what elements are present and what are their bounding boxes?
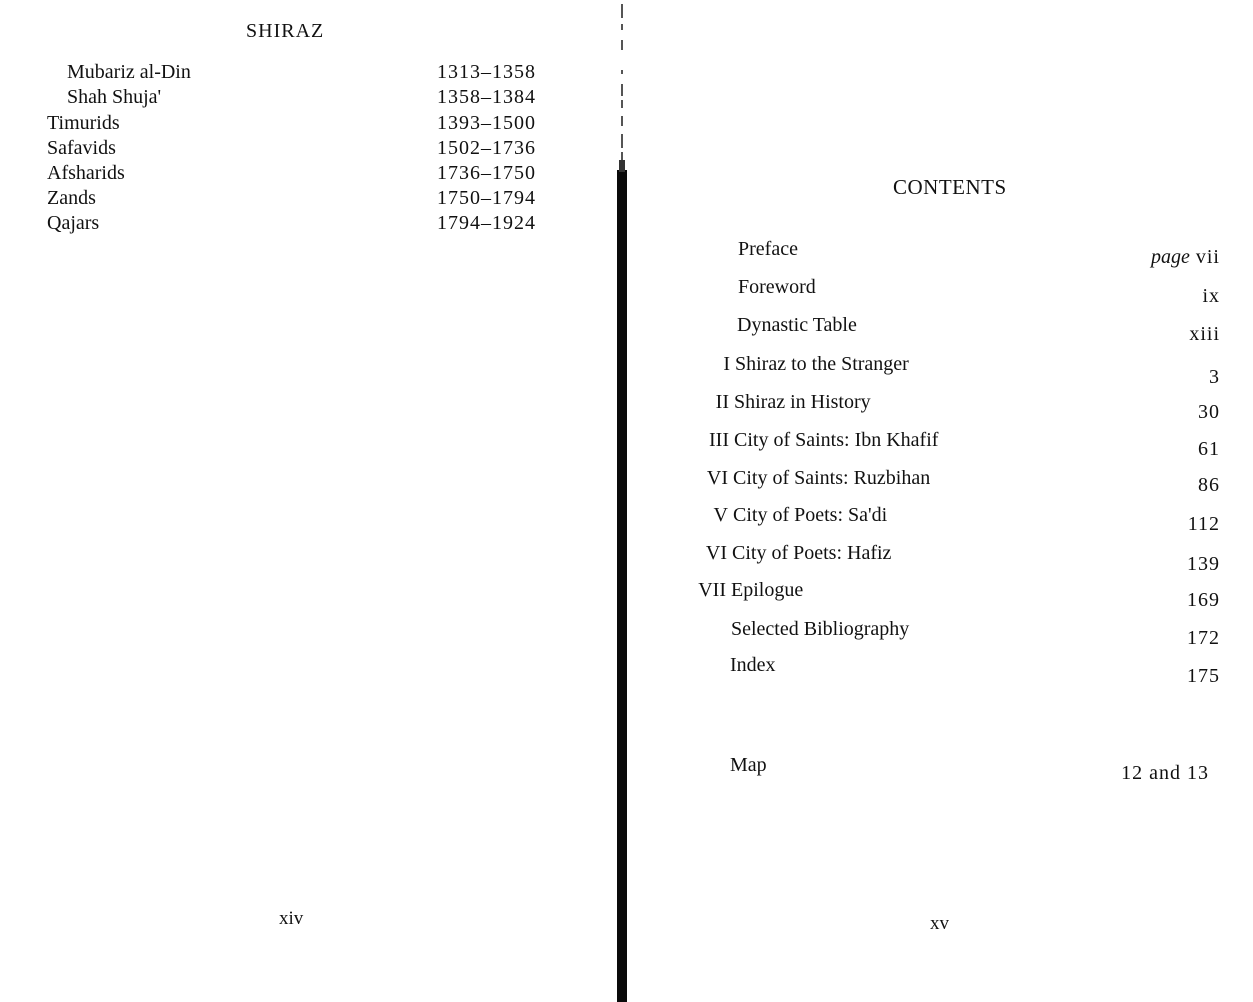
dynasty-row <box>0 212 600 238</box>
chapter-number: I <box>723 353 730 375</box>
page-number: 86 <box>1198 474 1220 496</box>
page-reference <box>1209 366 1220 389</box>
page-reference <box>1187 589 1220 612</box>
chapter-number: VII <box>698 579 726 601</box>
page-number: xiii <box>1189 323 1220 345</box>
chapter-title: Preface <box>738 238 798 260</box>
page-number: 30 <box>1198 401 1220 423</box>
page-number: 169 <box>1187 589 1220 611</box>
chapter-number: II <box>715 391 729 413</box>
dynasty-years: 1393–1500 <box>437 112 536 134</box>
dynasty-row <box>0 162 600 188</box>
right-page <box>632 0 1253 1002</box>
page-reference <box>1202 285 1220 308</box>
chapter-title: Dynastic Table <box>737 314 857 336</box>
page-number: 112 <box>1187 513 1220 535</box>
page-number: ix <box>1202 285 1220 307</box>
page-number: 175 <box>1187 665 1220 687</box>
gutter-shadow <box>621 24 623 30</box>
gutter-shadow <box>621 152 623 160</box>
chapter-title: Epilogue <box>731 579 804 601</box>
book-gutter <box>612 0 632 1002</box>
page-reference <box>1188 513 1220 536</box>
dynasty-years: 1313–1358 <box>437 61 536 83</box>
dynasty-years: 1502–1736 <box>437 137 536 159</box>
chapter-title: Shiraz in History <box>734 391 871 413</box>
page-reference <box>1187 553 1220 576</box>
dynasty-row <box>0 187 600 213</box>
chapter-title: City of Saints: Ibn Khafif <box>734 429 939 451</box>
gutter-shadow <box>621 70 623 74</box>
page-number: 172 <box>1187 627 1220 649</box>
page-reference <box>1151 246 1220 269</box>
dynasty-name: Qajars <box>47 212 100 234</box>
gutter-shadow <box>621 100 623 108</box>
dynasty-row <box>0 112 600 138</box>
chapter-title: Selected Bibliography <box>731 618 910 640</box>
gutter-shadow <box>617 170 627 1002</box>
page-number: 3 <box>1209 366 1220 388</box>
page-number-right: xv <box>930 913 949 934</box>
page-reference <box>1198 401 1220 424</box>
dynasty-years: 1750–1794 <box>437 187 536 209</box>
dynasty-row <box>0 137 600 163</box>
gutter-shadow <box>619 160 625 172</box>
left-page <box>0 0 612 1002</box>
chapter-title: Map <box>730 754 767 776</box>
page-reference <box>1121 762 1209 785</box>
contents-title: CONTENTS <box>893 175 1007 199</box>
dynasty-years: 1736–1750 <box>437 162 536 184</box>
dynasty-years: 1794–1924 <box>437 212 536 234</box>
dynasty-name: Mubariz al-Din <box>67 61 191 83</box>
page-reference <box>1198 438 1220 461</box>
chapter-number: III <box>709 429 729 451</box>
chapter-number: VI <box>705 542 727 564</box>
dynasty-row <box>0 86 600 112</box>
chapter-title: Index <box>730 654 776 676</box>
page-number: vii <box>1195 246 1220 268</box>
chapter-title: Shiraz to the Stranger <box>735 353 909 375</box>
chapter-number: VI <box>706 467 728 489</box>
dynasty-name: Afsharids <box>47 162 125 184</box>
gutter-shadow <box>621 134 623 148</box>
page-reference <box>1187 665 1220 688</box>
page-reference <box>1189 323 1220 346</box>
page-reference <box>1198 474 1220 497</box>
dynasty-name: Timurids <box>47 112 120 134</box>
chapter-title: City of Saints: Ruzbihan <box>733 467 931 489</box>
chapter-title: Foreword <box>738 276 816 298</box>
page-prefix: page <box>1150 246 1190 268</box>
page-number-left: xiv <box>279 908 304 929</box>
page-number: 12 and 13 <box>1121 762 1209 784</box>
page-number: 139 <box>1187 553 1220 575</box>
gutter-shadow <box>621 116 623 126</box>
chapter-title: City of Poets: Sa'di <box>733 504 888 526</box>
dynasty-years: 1358–1384 <box>437 86 536 108</box>
running-head: SHIRAZ <box>246 20 325 42</box>
dynasty-name: Zands <box>47 187 96 209</box>
chapter-title: City of Poets: Hafiz <box>732 542 892 564</box>
chapter-number: V <box>713 504 728 526</box>
dynasty-name: Shah Shuja' <box>67 86 162 108</box>
dynasty-row <box>0 61 600 87</box>
gutter-shadow <box>621 40 623 50</box>
dynasty-name: Safavids <box>47 137 116 159</box>
page-number: 61 <box>1198 438 1220 460</box>
gutter-shadow <box>621 84 623 96</box>
page-reference <box>1187 627 1220 650</box>
gutter-shadow <box>621 4 623 18</box>
